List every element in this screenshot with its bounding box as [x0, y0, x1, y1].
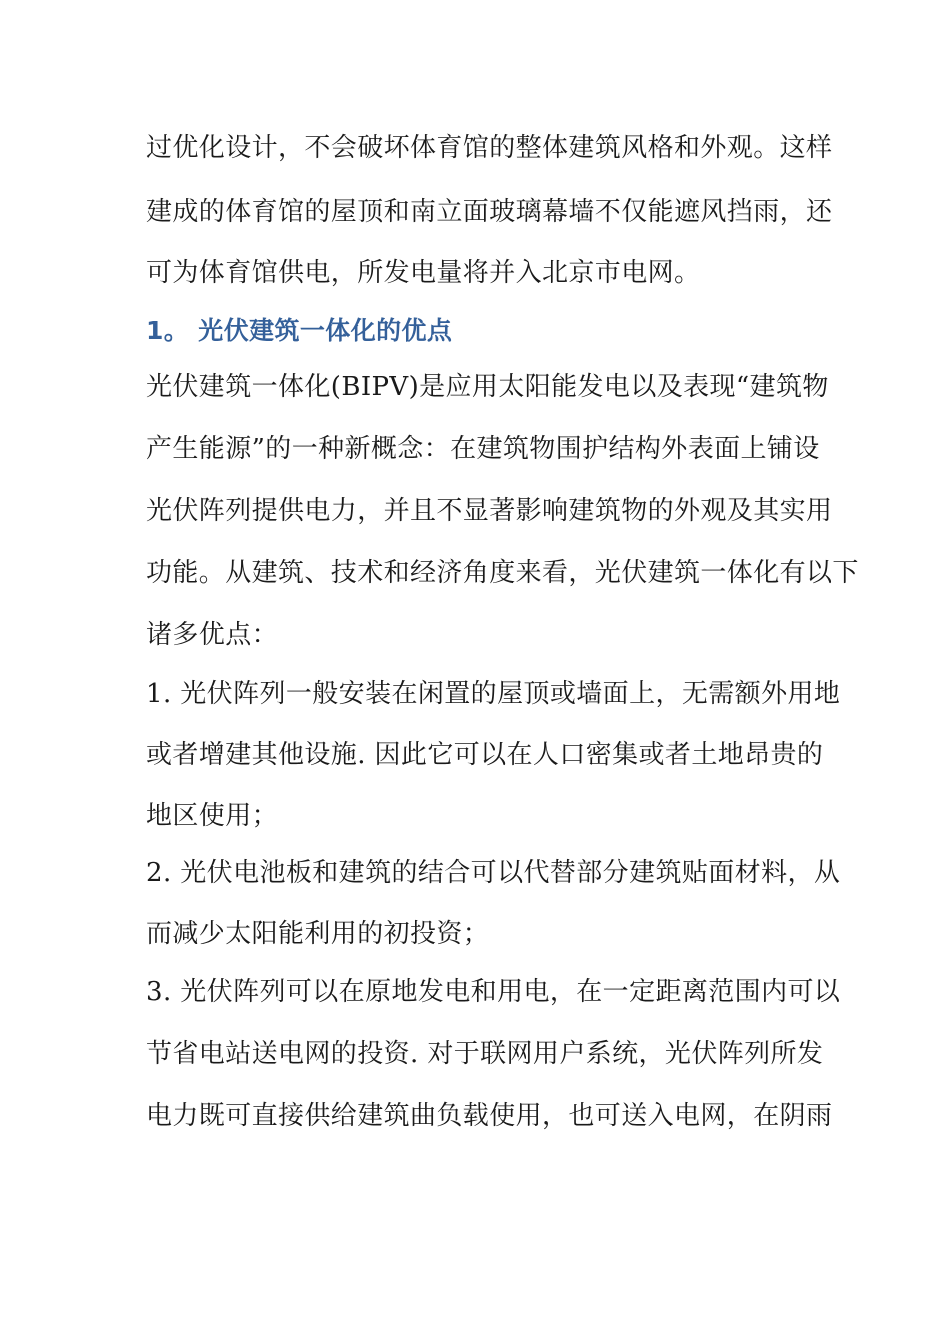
list-item-line: 2. 光伏电池板和建筑的结合可以代替部分建筑贴面材料，从: [146, 858, 841, 888]
list-item-line: 而减少太阳能利用的初投资；: [146, 919, 490, 949]
body-text-line: 诸多优点：: [146, 620, 279, 650]
body-text-line: 产生能源”的一种新概念：在建筑物围护结构外表面上铺设: [146, 434, 820, 464]
body-text-line: 光伏阵列提供电力，并且不显著影响建筑物的外观及其实用: [146, 496, 833, 526]
list-item-line: 地区使用；: [146, 801, 279, 831]
list-item-line: 1. 光伏阵列一般安装在闲置的屋顶或墙面上，无需额外用地: [146, 679, 841, 709]
body-text-line: 建成的体育馆的屋顶和南立面玻璃幕墙不仅能遮风挡雨，还: [146, 197, 833, 227]
section-heading: 1。 光伏建筑一体化的优点: [146, 316, 453, 345]
body-text-line: 光伏建筑一体化(BIPV)是应用太阳能发电以及表现“建筑物: [146, 372, 829, 402]
list-item-line: 节省电站送电网的投资. 对于联网用户系统，光伏阵列所发: [146, 1039, 824, 1069]
list-item-line: 电力既可直接供给建筑曲负载使用，也可送入电网，在阴雨: [146, 1101, 833, 1131]
list-item-line: 或者增建其他设施. 因此它可以在人口密集或者土地昂贵的: [146, 740, 824, 770]
body-text-line: 功能。从建筑、技术和经济角度来看，光伏建筑一体化有以下: [146, 558, 859, 588]
body-text-line: 可为体育馆供电，所发电量将并入北京市电网。: [146, 258, 701, 288]
list-item-line: 3. 光伏阵列可以在原地发电和用电，在一定距离范围内可以: [146, 977, 841, 1007]
body-text-line: 过优化设计，不会破坏体育馆的整体建筑风格和外观。这样: [146, 133, 833, 163]
